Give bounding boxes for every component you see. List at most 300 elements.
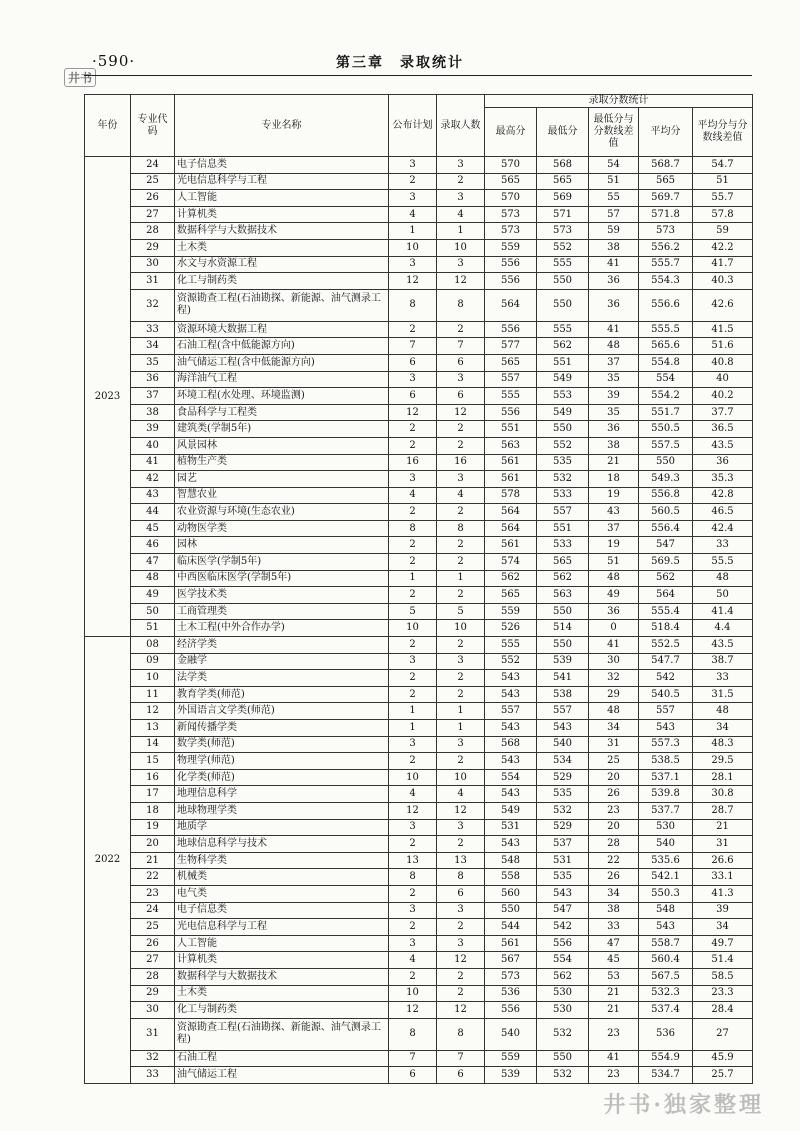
min-cell: 535 xyxy=(537,869,589,886)
code-cell: 46 xyxy=(131,537,175,554)
max-cell: 543 xyxy=(485,686,537,703)
table-row xyxy=(85,570,753,587)
plan-cell: 2 xyxy=(389,686,437,703)
avg-cell: 569.7 xyxy=(639,190,693,207)
avg-cell: 555.5 xyxy=(639,321,693,338)
table-row xyxy=(85,852,753,869)
plan-cell: 6 xyxy=(389,354,437,371)
table-row xyxy=(85,206,753,223)
min-diff-cell: 18 xyxy=(589,471,639,488)
avg-diff-cell: 40.2 xyxy=(693,388,753,405)
max-cell: 561 xyxy=(485,454,537,471)
min-diff-cell: 34 xyxy=(589,720,639,737)
code-cell: 31 xyxy=(131,273,175,290)
avg-diff-cell: 43.5 xyxy=(693,437,753,454)
name-cell: 地球物理学类 xyxy=(175,802,389,819)
page-number: ·590· xyxy=(92,52,136,70)
code-cell: 26 xyxy=(131,935,175,952)
max-cell: 574 xyxy=(485,554,537,571)
code-cell: 26 xyxy=(131,190,175,207)
max-cell: 550 xyxy=(485,902,537,919)
admitted-cell: 8 xyxy=(437,869,485,886)
min-diff-cell: 20 xyxy=(589,769,639,786)
min-diff-cell: 36 xyxy=(589,273,639,290)
year-cell: 2022 xyxy=(85,637,131,1084)
avg-diff-cell: 27 xyxy=(693,1018,753,1050)
max-cell: 564 xyxy=(485,520,537,537)
avg-diff-cell: 21 xyxy=(693,819,753,836)
plan-cell: 2 xyxy=(389,670,437,687)
min-cell: 552 xyxy=(537,437,589,454)
max-cell: 565 xyxy=(485,354,537,371)
table-row xyxy=(85,736,753,753)
max-cell: 565 xyxy=(485,173,537,190)
code-cell: 34 xyxy=(131,338,175,355)
code-cell: 31 xyxy=(131,1018,175,1050)
table-row xyxy=(85,173,753,190)
admitted-cell: 2 xyxy=(437,637,485,654)
admitted-cell: 2 xyxy=(437,670,485,687)
plan-cell: 12 xyxy=(389,273,437,290)
avg-diff-cell: 40.8 xyxy=(693,354,753,371)
max-cell: 567 xyxy=(485,952,537,969)
min-cell: 565 xyxy=(537,554,589,571)
code-cell: 30 xyxy=(131,256,175,273)
min-cell: 532 xyxy=(537,471,589,488)
avg-diff-cell: 55.5 xyxy=(693,554,753,571)
min-cell: 562 xyxy=(537,570,589,587)
min-cell: 532 xyxy=(537,802,589,819)
admitted-cell: 2 xyxy=(437,968,485,985)
name-cell: 中西医临床医学(学制5年) xyxy=(175,570,389,587)
avg-diff-cell: 38.7 xyxy=(693,653,753,670)
min-cell: 533 xyxy=(537,537,589,554)
avg-cell: 565.6 xyxy=(639,338,693,355)
plan-cell: 10 xyxy=(389,620,437,637)
avg-cell: 565 xyxy=(639,173,693,190)
plan-cell: 6 xyxy=(389,1067,437,1084)
min-diff-cell: 37 xyxy=(589,354,639,371)
admitted-cell: 3 xyxy=(437,653,485,670)
max-cell: 556 xyxy=(485,321,537,338)
avg-cell: 540 xyxy=(639,836,693,853)
code-cell: 25 xyxy=(131,173,175,190)
avg-diff-cell: 26.6 xyxy=(693,852,753,869)
admitted-cell: 12 xyxy=(437,404,485,421)
admitted-cell: 6 xyxy=(437,1067,485,1084)
code-cell: 28 xyxy=(131,968,175,985)
table-row xyxy=(85,289,753,321)
avg-cell: 554.3 xyxy=(639,273,693,290)
admitted-cell: 2 xyxy=(437,836,485,853)
max-cell: 565 xyxy=(485,587,537,604)
max-cell: 554 xyxy=(485,769,537,786)
avg-cell: 550.3 xyxy=(639,885,693,902)
plan-cell: 3 xyxy=(389,902,437,919)
avg-cell: 547.7 xyxy=(639,653,693,670)
avg-diff-cell: 54.7 xyxy=(693,157,753,174)
header-score-group: 录取分数统计 xyxy=(485,95,753,108)
header-code: 专业代码 xyxy=(131,95,175,157)
code-cell: 38 xyxy=(131,404,175,421)
min-cell: 550 xyxy=(537,289,589,321)
min-diff-cell: 43 xyxy=(589,504,639,521)
min-cell: 552 xyxy=(537,239,589,256)
avg-diff-cell: 28.1 xyxy=(693,769,753,786)
min-cell: 541 xyxy=(537,670,589,687)
name-cell: 机械类 xyxy=(175,869,389,886)
min-diff-cell: 59 xyxy=(589,223,639,240)
max-cell: 544 xyxy=(485,919,537,936)
name-cell: 计算机类 xyxy=(175,952,389,969)
plan-cell: 8 xyxy=(389,520,437,537)
avg-diff-cell: 37.7 xyxy=(693,404,753,421)
plan-cell: 16 xyxy=(389,454,437,471)
name-cell: 新闻传播学类 xyxy=(175,720,389,737)
table-row xyxy=(85,321,753,338)
plan-cell: 2 xyxy=(389,321,437,338)
code-cell: 27 xyxy=(131,952,175,969)
code-cell: 23 xyxy=(131,885,175,902)
name-cell: 水文与水资源工程 xyxy=(175,256,389,273)
table-row xyxy=(85,703,753,720)
name-cell: 人工智能 xyxy=(175,190,389,207)
chapter-title: 第三章 录取统计 xyxy=(336,55,464,71)
max-cell: 540 xyxy=(485,1018,537,1050)
plan-cell: 4 xyxy=(389,786,437,803)
code-cell: 44 xyxy=(131,504,175,521)
avg-diff-cell: 59 xyxy=(693,223,753,240)
max-cell: 557 xyxy=(485,371,537,388)
min-cell: 537 xyxy=(537,836,589,853)
table-row xyxy=(85,952,753,969)
admitted-cell: 12 xyxy=(437,802,485,819)
plan-cell: 3 xyxy=(389,190,437,207)
table-row xyxy=(85,487,753,504)
admitted-cell: 6 xyxy=(437,354,485,371)
min-diff-cell: 22 xyxy=(589,852,639,869)
max-cell: 543 xyxy=(485,720,537,737)
plan-cell: 12 xyxy=(389,404,437,421)
max-cell: 556 xyxy=(485,256,537,273)
avg-diff-cell: 41.5 xyxy=(693,321,753,338)
plan-cell: 2 xyxy=(389,919,437,936)
min-cell: 529 xyxy=(537,769,589,786)
min-diff-cell: 38 xyxy=(589,239,639,256)
plan-cell: 3 xyxy=(389,935,437,952)
avg-cell: 537.1 xyxy=(639,769,693,786)
table-row xyxy=(85,753,753,770)
admitted-cell: 2 xyxy=(437,173,485,190)
avg-diff-cell: 42.6 xyxy=(693,289,753,321)
plan-cell: 2 xyxy=(389,836,437,853)
avg-diff-cell: 40 xyxy=(693,371,753,388)
admitted-cell: 2 xyxy=(437,537,485,554)
max-cell: 556 xyxy=(485,404,537,421)
min-diff-cell: 25 xyxy=(589,753,639,770)
table-row xyxy=(85,819,753,836)
code-cell: 49 xyxy=(131,587,175,604)
code-cell: 32 xyxy=(131,1050,175,1067)
plan-cell: 10 xyxy=(389,985,437,1002)
code-cell: 14 xyxy=(131,736,175,753)
min-diff-cell: 34 xyxy=(589,885,639,902)
avg-diff-cell: 46.5 xyxy=(693,504,753,521)
plan-cell: 2 xyxy=(389,537,437,554)
avg-diff-cell: 31 xyxy=(693,836,753,853)
avg-cell: 530 xyxy=(639,819,693,836)
name-cell: 资源勘查工程(石油勘探、新能源、油气测录工程) xyxy=(175,289,389,321)
avg-cell: 537.4 xyxy=(639,1002,693,1019)
min-diff-cell: 48 xyxy=(589,570,639,587)
admitted-cell: 3 xyxy=(437,819,485,836)
plan-cell: 3 xyxy=(389,371,437,388)
table-row xyxy=(85,537,753,554)
max-cell: 539 xyxy=(485,1067,537,1084)
name-cell: 计算机类 xyxy=(175,206,389,223)
admitted-cell: 13 xyxy=(437,852,485,869)
name-cell: 光电信息科学与工程 xyxy=(175,173,389,190)
avg-cell: 542 xyxy=(639,670,693,687)
code-cell: 15 xyxy=(131,753,175,770)
watermark: 井书·独家整理 xyxy=(603,1092,764,1118)
max-cell: 555 xyxy=(485,637,537,654)
avg-cell: 557.3 xyxy=(639,736,693,753)
avg-cell: 542.1 xyxy=(639,869,693,886)
table-row xyxy=(85,869,753,886)
name-cell: 人工智能 xyxy=(175,935,389,952)
avg-cell: 567.5 xyxy=(639,968,693,985)
avg-cell: 552.5 xyxy=(639,637,693,654)
plan-cell: 10 xyxy=(389,769,437,786)
min-diff-cell: 19 xyxy=(589,487,639,504)
name-cell: 地球信息科学与技术 xyxy=(175,836,389,853)
code-cell: 29 xyxy=(131,239,175,256)
min-cell: 549 xyxy=(537,371,589,388)
plan-cell: 2 xyxy=(389,437,437,454)
max-cell: 577 xyxy=(485,338,537,355)
min-diff-cell: 30 xyxy=(589,653,639,670)
plan-cell: 12 xyxy=(389,802,437,819)
min-diff-cell: 36 xyxy=(589,421,639,438)
min-cell: 550 xyxy=(537,421,589,438)
table-row xyxy=(85,471,753,488)
code-cell: 13 xyxy=(131,720,175,737)
avg-cell: 554.2 xyxy=(639,388,693,405)
code-cell: 12 xyxy=(131,703,175,720)
admitted-cell: 3 xyxy=(437,256,485,273)
table-row xyxy=(85,223,753,240)
max-cell: 562 xyxy=(485,570,537,587)
plan-cell: 8 xyxy=(389,1018,437,1050)
admitted-cell: 4 xyxy=(437,786,485,803)
code-cell: 29 xyxy=(131,985,175,1002)
plan-cell: 13 xyxy=(389,852,437,869)
plan-cell: 2 xyxy=(389,637,437,654)
code-cell: 30 xyxy=(131,1002,175,1019)
code-cell: 20 xyxy=(131,836,175,853)
plan-cell: 2 xyxy=(389,753,437,770)
max-cell: 558 xyxy=(485,869,537,886)
plan-cell: 3 xyxy=(389,653,437,670)
code-cell: 09 xyxy=(131,653,175,670)
avg-cell: 543 xyxy=(639,919,693,936)
table-row xyxy=(85,157,753,174)
max-cell: 526 xyxy=(485,620,537,637)
admitted-cell: 4 xyxy=(437,487,485,504)
name-cell: 土木工程(中外合作办学) xyxy=(175,620,389,637)
name-cell: 电子信息类 xyxy=(175,157,389,174)
min-cell: 562 xyxy=(537,968,589,985)
avg-cell: 543 xyxy=(639,720,693,737)
name-cell: 光电信息科学与工程 xyxy=(175,919,389,936)
avg-diff-cell: 43.5 xyxy=(693,637,753,654)
max-cell: 561 xyxy=(485,537,537,554)
name-cell: 工商管理类 xyxy=(175,603,389,620)
code-cell: 41 xyxy=(131,454,175,471)
name-cell: 食品科学与工程类 xyxy=(175,404,389,421)
min-diff-cell: 23 xyxy=(589,1067,639,1084)
admitted-cell: 2 xyxy=(437,919,485,936)
min-cell: 555 xyxy=(537,321,589,338)
code-cell: 08 xyxy=(131,637,175,654)
table-row xyxy=(85,620,753,637)
avg-cell: 535.6 xyxy=(639,852,693,869)
code-cell: 32 xyxy=(131,289,175,321)
avg-diff-cell: 41.4 xyxy=(693,603,753,620)
admitted-cell: 3 xyxy=(437,157,485,174)
publisher-logo: 井书 xyxy=(64,68,96,87)
avg-cell: 537.7 xyxy=(639,802,693,819)
admitted-cell: 3 xyxy=(437,471,485,488)
name-cell: 土木类 xyxy=(175,239,389,256)
table-row xyxy=(85,388,753,405)
name-cell: 资源环境大数据工程 xyxy=(175,321,389,338)
min-cell: 514 xyxy=(537,620,589,637)
table-row xyxy=(85,1018,753,1050)
min-cell: 562 xyxy=(537,338,589,355)
table-row xyxy=(85,454,753,471)
avg-cell: 549.3 xyxy=(639,471,693,488)
avg-diff-cell: 36 xyxy=(693,454,753,471)
min-cell: 547 xyxy=(537,902,589,919)
avg-diff-cell: 30.8 xyxy=(693,786,753,803)
name-cell: 医学技术类 xyxy=(175,587,389,604)
min-diff-cell: 48 xyxy=(589,338,639,355)
name-cell: 数据科学与大数据技术 xyxy=(175,968,389,985)
avg-cell: 555.7 xyxy=(639,256,693,273)
code-cell: 51 xyxy=(131,620,175,637)
max-cell: 568 xyxy=(485,736,537,753)
avg-diff-cell: 25.7 xyxy=(693,1067,753,1084)
min-cell: 568 xyxy=(537,157,589,174)
max-cell: 578 xyxy=(485,487,537,504)
plan-cell: 3 xyxy=(389,736,437,753)
min-cell: 540 xyxy=(537,736,589,753)
admitted-cell: 10 xyxy=(437,239,485,256)
name-cell: 电气类 xyxy=(175,885,389,902)
avg-cell: 571.8 xyxy=(639,206,693,223)
name-cell: 教育学类(师范) xyxy=(175,686,389,703)
plan-cell: 3 xyxy=(389,157,437,174)
plan-cell: 1 xyxy=(389,720,437,737)
min-diff-cell: 37 xyxy=(589,520,639,537)
max-cell: 559 xyxy=(485,239,537,256)
min-cell: 573 xyxy=(537,223,589,240)
code-cell: 39 xyxy=(131,421,175,438)
min-cell: 539 xyxy=(537,653,589,670)
max-cell: 543 xyxy=(485,753,537,770)
min-diff-cell: 36 xyxy=(589,603,639,620)
name-cell: 油气储运工程(含中低能源方向) xyxy=(175,354,389,371)
avg-diff-cell: 50 xyxy=(693,587,753,604)
admitted-cell: 2 xyxy=(437,421,485,438)
name-cell: 动物医学类 xyxy=(175,520,389,537)
min-cell: 530 xyxy=(537,1002,589,1019)
code-cell: 50 xyxy=(131,603,175,620)
min-cell: 543 xyxy=(537,885,589,902)
name-cell: 土木类 xyxy=(175,985,389,1002)
table-row xyxy=(85,720,753,737)
max-cell: 543 xyxy=(485,836,537,853)
header-plan: 公布计划 xyxy=(389,95,437,157)
admitted-cell: 1 xyxy=(437,570,485,587)
avg-cell: 569.5 xyxy=(639,554,693,571)
name-cell: 地理信息科学 xyxy=(175,786,389,803)
min-cell: 530 xyxy=(537,985,589,1002)
avg-cell: 536 xyxy=(639,1018,693,1050)
avg-cell: 540.5 xyxy=(639,686,693,703)
max-cell: 561 xyxy=(485,471,537,488)
avg-diff-cell: 28.4 xyxy=(693,1002,753,1019)
min-diff-cell: 23 xyxy=(589,802,639,819)
admitted-cell: 10 xyxy=(437,769,485,786)
avg-cell: 560.5 xyxy=(639,504,693,521)
admitted-cell: 8 xyxy=(437,520,485,537)
name-cell: 数学类(师范) xyxy=(175,736,389,753)
avg-cell: 538.5 xyxy=(639,753,693,770)
code-cell: 43 xyxy=(131,487,175,504)
avg-cell: 554 xyxy=(639,371,693,388)
avg-cell: 568.7 xyxy=(639,157,693,174)
plan-cell: 7 xyxy=(389,1050,437,1067)
header-row-1 xyxy=(85,95,753,108)
max-cell: 559 xyxy=(485,603,537,620)
avg-cell: 532.3 xyxy=(639,985,693,1002)
table-row xyxy=(85,769,753,786)
avg-cell: 557 xyxy=(639,703,693,720)
plan-cell: 8 xyxy=(389,869,437,886)
admission-table xyxy=(84,94,753,1084)
code-cell: 40 xyxy=(131,437,175,454)
table-row xyxy=(85,190,753,207)
table-row xyxy=(85,985,753,1002)
table-row xyxy=(85,354,753,371)
min-cell: 529 xyxy=(537,819,589,836)
admitted-cell: 2 xyxy=(437,321,485,338)
name-cell: 海洋油气工程 xyxy=(175,371,389,388)
plan-cell: 2 xyxy=(389,587,437,604)
avg-diff-cell: 33 xyxy=(693,670,753,687)
name-cell: 外国语言文学类(师范) xyxy=(175,703,389,720)
avg-diff-cell: 39 xyxy=(693,902,753,919)
avg-diff-cell: 23.3 xyxy=(693,985,753,1002)
max-cell: 552 xyxy=(485,653,537,670)
plan-cell: 5 xyxy=(389,603,437,620)
min-cell: 551 xyxy=(537,354,589,371)
table-row xyxy=(85,587,753,604)
avg-cell: 547 xyxy=(639,537,693,554)
